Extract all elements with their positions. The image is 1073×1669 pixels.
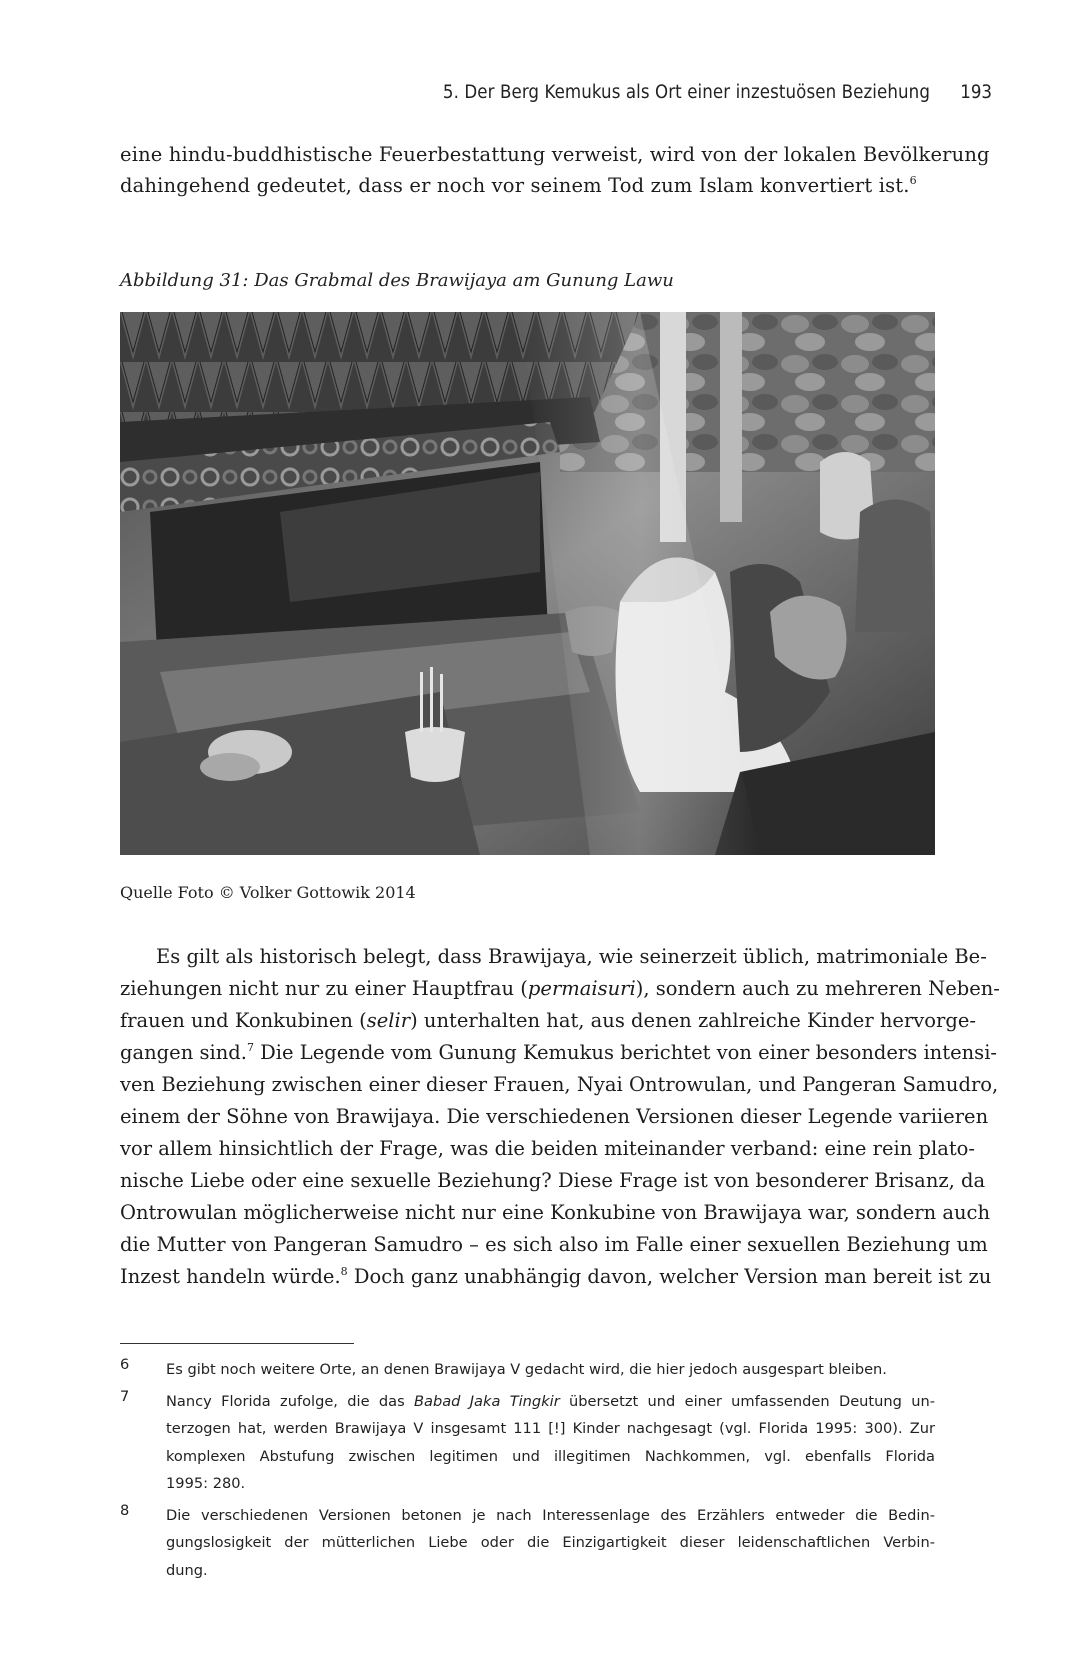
footnote-line: dung. <box>166 1561 208 1579</box>
footnote-ref-7[interactable]: 7 <box>246 1041 254 1054</box>
footnote-line: gungslosigkeit der mütterlichen Liebe oder die Einzigartigkeit dieser leidenschaftlichen Verbin- <box>166 1534 935 1551</box>
footnote-divider <box>120 1343 354 1344</box>
term-permaisuri: permaisuri <box>527 977 636 1000</box>
text-fragment: übersetzt und einer umfassenden Deutung un- <box>559 1392 935 1410</box>
text-line <box>120 973 1000 1005</box>
footnote-line <box>166 1388 935 1416</box>
footnote-line: Es gibt noch weitere Orte, an denen Brawijaya V gedacht wird, die hier jedoch ausgespart bleiben. <box>166 1361 887 1378</box>
text-line <box>120 170 935 201</box>
text-line: einem der Söhne von Brawijaya. Die verschiedenen Versionen dieser Legende variieren <box>120 1105 989 1128</box>
text-fragment: Doch ganz unabhängig davon, welcher Version man bereit ist zu <box>347 1265 992 1288</box>
text-line: eine hindu-buddhistische Feuerbestattung verweist, wird von der lokalen Bevölkerung <box>120 143 990 166</box>
term-selir: selir <box>366 1009 411 1032</box>
footnotes <box>120 1356 935 1588</box>
text-line <box>120 1261 992 1293</box>
text-fragment: dahingehend gedeutet, dass er noch vor seinem Tod zum Islam konvertiert ist. <box>120 174 910 197</box>
footnote-number: 6 <box>120 1356 130 1373</box>
photo-credit: Quelle Foto © Volker Gottowik 2014 <box>120 883 416 902</box>
running-head <box>120 78 992 108</box>
text-line: die Mutter von Pangeran Samudro – es sich also im Falle einer sexuellen Beziehung um <box>120 1233 988 1256</box>
footnote-line: 1995: 280. <box>166 1475 246 1492</box>
running-title: 5. Der Berg Kemukus als Ort einer inzestuösen Beziehung <box>442 82 930 103</box>
footnote-line: Die verschiedenen Versionen betonen je nach Interessenlage des Erzählers entweder die Bedin- <box>166 1506 935 1524</box>
footnote-number: 8 <box>120 1501 130 1519</box>
text-fragment: gangen sind. <box>120 1041 247 1064</box>
figure-caption: Abbildung 31: Das Grabmal des Brawijaya am Gunung Lawu <box>120 270 674 291</box>
footnote-line: komplexen Abstufung zwischen legitimen und illegitimen Nachkommen, vgl. ebenfalls Florida <box>166 1447 935 1465</box>
text-fragment: ) unterhalten hat, aus denen zahlreiche Kinder hervorge- <box>410 1009 976 1032</box>
text-fragment: frauen und Konkubinen ( <box>120 1009 367 1032</box>
figure-photo <box>120 312 935 855</box>
book-title: Babad Jaka Tingkir <box>414 1392 560 1410</box>
text-fragment: ), sondern auch zu mehreren Neben- <box>635 977 1000 1000</box>
text-fragment: Die Legende vom Gunung Kemukus berichtet von einer besonders intensi- <box>253 1041 998 1064</box>
text-line: ven Beziehung zwischen einer dieser Frauen, Nyai Ontrowulan, und Pangeran Samudro, <box>120 1073 999 1096</box>
intro-paragraph <box>120 139 990 201</box>
text-line <box>120 1037 998 1069</box>
text-line: Ontrowulan möglicherweise nicht nur eine Konkubine von Brawijaya war, sondern auch <box>120 1201 991 1224</box>
text-line <box>120 1005 976 1037</box>
text-line: Es gilt als historisch belegt, dass Brawijaya, wie seinerzeit üblich, matrimoniale Be- <box>156 945 987 968</box>
text-line: vor allem hinsichtlich der Frage, was die beiden miteinander verband: eine rein plato- <box>120 1137 975 1160</box>
text-line: nische Liebe oder eine sexuelle Beziehung? Diese Frage ist von besonderer Brisanz, da <box>120 1169 986 1192</box>
footnote-line: terzogen hat, werden Brawijaya V insgesamt 111 [!] Kinder nachgesagt (vgl. Florida 1995: 300). Zur <box>166 1420 935 1437</box>
text-fragment: Inzest handeln würde. <box>120 1265 341 1288</box>
main-paragraph <box>120 941 1000 1293</box>
text-fragment: ziehungen nicht nur zu einer Hauptfrau ( <box>120 977 528 1000</box>
footnote-8 <box>120 1502 935 1585</box>
grave-ritual-photo <box>120 312 935 855</box>
page-number: 193 <box>960 82 992 103</box>
footnote-ref-6[interactable]: 6 <box>909 174 917 187</box>
text-fragment: Nancy Florida zufolge, die das <box>166 1392 415 1410</box>
footnote-number: 7 <box>120 1387 130 1405</box>
footnote-7 <box>120 1388 935 1498</box>
footnote-ref-8[interactable]: 8 <box>340 1265 348 1278</box>
footnote-6 <box>120 1356 935 1384</box>
